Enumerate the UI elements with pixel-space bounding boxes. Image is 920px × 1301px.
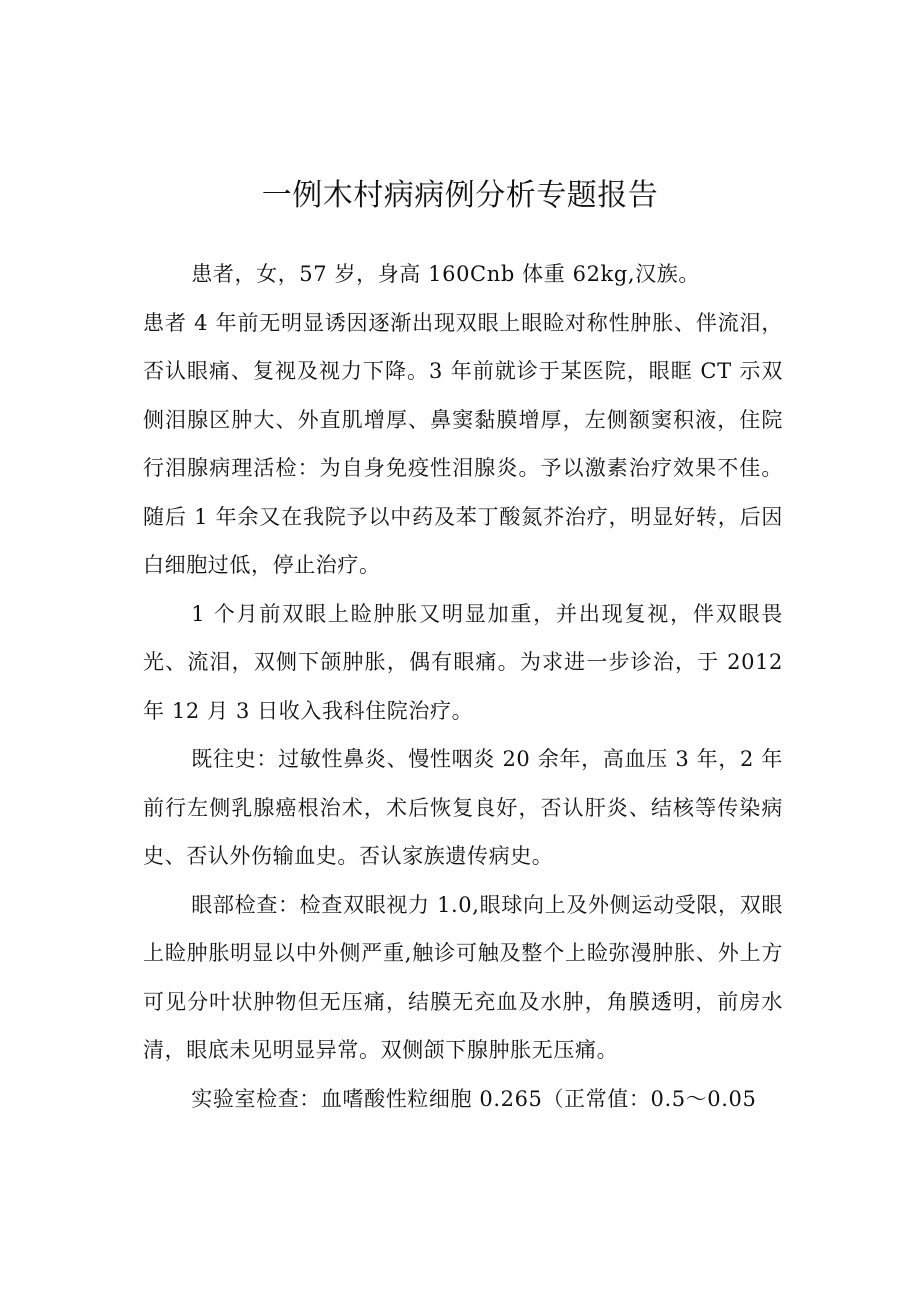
document-body [143, 250, 783, 1123]
page-title: 一例木村病病例分析专题报告 [261, 178, 659, 213]
paragraph-patient-info: 患者，女，57 岁，身高 160Cnb 体重 62kg,汉族。 [191, 262, 701, 286]
paragraph-history: 患者 4 年前无明显诱因逐渐出现双眼上眼睑对称性肿胀、伴流泪，否认眼痛、复视及视力下降。3 年前就诊于某医院，眼眶 CT 示双侧泪腺区肿大、外直肌增厚、鼻窦黏膜增厚，左侧额窦积液，住院行泪腺病理活检：为自身免疫性泪腺炎。予以激素治疗效果不佳。随后 1 年余又在我院予以中药及苯丁酸氮芥治疗，明显好转，后因白细胞过低，停止治疗。 [143, 310, 783, 577]
paragraph-eye-exam: 眼部检查：检查双眼视力 1.0,眼球向上及外侧运动受限，双眼上睑肿胀明显以中外侧严重,触诊可触及整个上睑弥漫肿胀、外上方可见分叶状肿物但无压痛，结膜无充血及水肿，角膜透明，前房水清，眼底未见明显异常。双侧颌下腺肿胀无压痛。 [143, 892, 783, 1062]
paragraph-lab-exam: 实验室检查：血嗜酸性粒细胞 0.265（正常值：0.5～0.05 [191, 1086, 757, 1111]
paragraph-past-history: 既往史：过敏性鼻炎、慢性咽炎 20 余年，高血压 3 年，2 年前行左侧乳腺癌根治术，术后恢复良好，否认肝炎、结核等传染病史、否认外伤输血史。否认家族遗传病史。 [143, 747, 783, 868]
paragraph-recent-symptoms: 1 个月前双眼上睑肿胀又明显加重，并出现复视，伴双眼畏光、流泪，双侧下颌肿胀，偶有眼痛。为求进一步诊治，于 2012 年 12 月 3 日收入我科住院治疗。 [143, 601, 783, 723]
